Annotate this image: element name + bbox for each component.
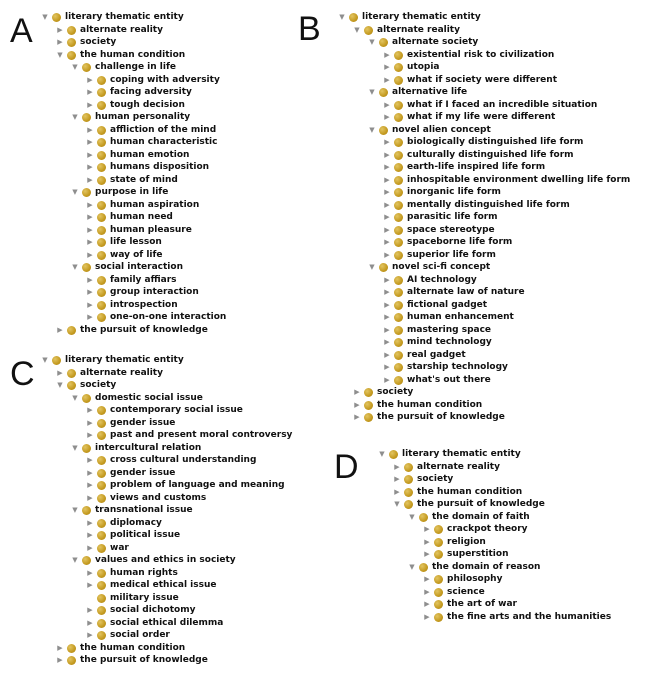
collapsed-arrow-icon[interactable]: ▶ — [384, 200, 390, 209]
collapsed-arrow-icon[interactable]: ▶ — [384, 63, 390, 71]
class-dot-icon — [97, 301, 106, 310]
class-dot-icon — [434, 600, 443, 609]
collapsed-arrow-icon[interactable]: ▶ — [384, 225, 390, 234]
node-label: human need — [110, 212, 173, 222]
collapsed-arrow-icon[interactable]: ▶ — [384, 138, 390, 146]
node-label: religion — [447, 536, 486, 547]
class-dot-icon — [97, 494, 106, 503]
node-label: the fine arts and the humanities — [447, 611, 612, 622]
class-dot-icon — [404, 488, 413, 497]
collapsed-arrow-icon[interactable]: ▶ — [384, 313, 390, 321]
class-dot-icon — [97, 419, 106, 428]
collapsed-arrow-icon[interactable]: ▶ — [87, 456, 93, 464]
collapsed-arrow-icon[interactable]: ▶ — [384, 300, 390, 309]
class-dot-icon — [394, 363, 403, 372]
class-dot-icon — [82, 63, 91, 72]
node-label: alternate reality — [417, 461, 500, 472]
class-dot-icon — [67, 369, 76, 378]
collapsed-arrow-icon[interactable]: ▶ — [57, 643, 63, 652]
expanded-arrow-icon[interactable]: ▼ — [379, 450, 385, 458]
collapsed-arrow-icon[interactable]: ▶ — [87, 213, 93, 221]
collapsed-arrow-icon[interactable]: ▶ — [394, 487, 400, 496]
collapsed-arrow-icon[interactable]: ▶ — [424, 600, 430, 608]
class-dot-icon — [364, 413, 373, 422]
node-label: the pursuit of knowledge — [377, 412, 505, 422]
class-dot-icon — [97, 76, 106, 85]
collapsed-arrow-icon[interactable]: ▶ — [87, 275, 93, 284]
node-label: human rights — [110, 567, 178, 578]
node-label: intercultural relation — [95, 442, 202, 453]
collapsed-arrow-icon[interactable]: ▶ — [354, 388, 360, 396]
node-label: social order — [110, 630, 170, 640]
collapsed-arrow-icon[interactable]: ▶ — [384, 375, 390, 384]
node-label: values and ethics in society — [95, 555, 236, 565]
expanded-arrow-icon[interactable]: ▼ — [42, 13, 48, 21]
node-label: military issue — [110, 592, 179, 603]
class-dot-icon — [97, 251, 106, 260]
class-dot-icon — [379, 126, 388, 135]
collapsed-arrow-icon[interactable]: ▶ — [57, 368, 63, 377]
collapsed-arrow-icon[interactable]: ▶ — [384, 338, 390, 346]
class-dot-icon — [97, 126, 106, 135]
class-dot-icon — [364, 401, 373, 410]
collapsed-arrow-icon[interactable]: ▶ — [87, 406, 93, 414]
class-dot-icon — [394, 138, 403, 147]
node-label: domestic social issue — [95, 392, 203, 403]
node-label: human characteristic — [110, 137, 218, 147]
collapsed-arrow-icon[interactable]: ▶ — [424, 525, 430, 533]
class-dot-icon — [97, 606, 106, 615]
node-label: state of mind — [110, 174, 178, 185]
class-dot-icon — [67, 26, 76, 35]
node-label: human pleasure — [110, 224, 192, 235]
class-dot-icon — [404, 475, 413, 484]
node-label: affliction of the mind — [110, 124, 217, 135]
node-label: parasitic life form — [407, 212, 498, 222]
class-dot-icon — [394, 351, 403, 360]
class-dot-icon — [389, 450, 398, 459]
class-dot-icon — [82, 188, 91, 197]
class-dot-icon — [82, 113, 91, 122]
class-dot-icon — [97, 544, 106, 553]
class-dot-icon — [379, 88, 388, 97]
collapsed-arrow-icon[interactable]: ▶ — [87, 418, 93, 427]
collapsed-arrow-icon[interactable]: ▶ — [87, 618, 93, 627]
class-dot-icon — [394, 238, 403, 247]
class-dot-icon — [82, 263, 91, 272]
class-dot-icon — [394, 326, 403, 335]
class-dot-icon — [97, 469, 106, 478]
collapsed-arrow-icon[interactable]: ▶ — [424, 612, 430, 621]
class-dot-icon — [379, 38, 388, 47]
node-label: gender issue — [110, 417, 176, 428]
class-dot-icon — [394, 376, 403, 385]
class-dot-icon — [394, 76, 403, 85]
collapsed-arrow-icon[interactable]: ▶ — [384, 175, 390, 184]
collapsed-arrow-icon[interactable]: ▶ — [87, 300, 93, 309]
class-dot-icon — [394, 226, 403, 235]
node-label: inhospitable environment dwelling life form — [407, 174, 631, 185]
expanded-arrow-icon[interactable]: ▼ — [369, 38, 375, 46]
expanded-arrow-icon[interactable]: ▼ — [354, 25, 360, 34]
node-label: alternate law of nature — [407, 287, 525, 297]
class-dot-icon — [67, 644, 76, 653]
node-label: philosophy — [447, 574, 503, 584]
node-label: novel alien concept — [392, 124, 491, 135]
class-dot-icon — [394, 188, 403, 197]
node-label: the human condition — [80, 642, 186, 653]
collapsed-arrow-icon[interactable]: ▶ — [87, 493, 93, 502]
class-dot-icon — [82, 506, 91, 515]
node-label: alternative life — [392, 87, 468, 97]
node-label: alternate reality — [377, 24, 460, 35]
collapsed-arrow-icon[interactable]: ▶ — [424, 550, 430, 558]
collapsed-arrow-icon[interactable]: ▶ — [87, 313, 93, 321]
collapsed-arrow-icon[interactable]: ▶ — [384, 250, 390, 259]
node-label: society — [417, 474, 454, 484]
collapsed-arrow-icon[interactable]: ▶ — [87, 568, 93, 577]
node-label: society — [80, 37, 117, 47]
node-label: tough decision — [110, 99, 185, 110]
class-dot-icon — [97, 213, 106, 222]
node-label: cross cultural understanding — [110, 455, 257, 465]
class-dot-icon — [394, 51, 403, 60]
node-label: real gadget — [407, 349, 466, 360]
node-label: biologically distinguished life form — [407, 137, 584, 147]
node-label: purpose in life — [95, 187, 169, 197]
class-dot-icon — [97, 519, 106, 528]
class-dot-icon — [434, 538, 443, 547]
node-label: one-on-one interaction — [110, 312, 227, 322]
node-label: diplomacy — [110, 517, 162, 528]
collapsed-arrow-icon[interactable]: ▶ — [384, 275, 390, 284]
class-dot-icon — [394, 213, 403, 222]
class-dot-icon — [394, 338, 403, 347]
node-label: transnational issue — [95, 505, 193, 515]
collapsed-arrow-icon[interactable]: ▶ — [87, 518, 93, 527]
collapsed-arrow-icon[interactable]: ▶ — [384, 113, 390, 121]
class-dot-icon — [394, 176, 403, 185]
node-label: challenge in life — [95, 62, 176, 72]
class-dot-icon — [82, 556, 91, 565]
node-label: life lesson — [110, 237, 162, 247]
node-label: the art of war — [447, 599, 517, 609]
collapsed-arrow-icon[interactable]: ▶ — [87, 125, 93, 134]
node-label: social dichotomy — [110, 605, 196, 615]
node-label: what's out there — [407, 374, 491, 385]
collapsed-arrow-icon[interactable]: ▶ — [87, 543, 93, 552]
class-dot-icon — [67, 51, 76, 60]
collapsed-arrow-icon[interactable]: ▶ — [57, 25, 63, 34]
class-dot-icon — [394, 151, 403, 160]
node-label: superstition — [447, 549, 509, 559]
node-label: existential risk to civilization — [407, 49, 555, 60]
expanded-arrow-icon[interactable]: ▼ — [72, 113, 78, 121]
class-dot-icon — [404, 500, 413, 509]
panel-letter: D — [334, 448, 359, 486]
node-label: crackpot theory — [447, 524, 528, 534]
class-dot-icon — [97, 226, 106, 235]
collapsed-arrow-icon[interactable]: ▶ — [384, 363, 390, 371]
collapsed-arrow-icon[interactable]: ▶ — [87, 250, 93, 259]
node-label: starship technology — [407, 362, 508, 372]
expanded-arrow-icon[interactable]: ▼ — [72, 443, 78, 452]
class-dot-icon — [97, 288, 106, 297]
expanded-arrow-icon[interactable]: ▼ — [72, 506, 78, 514]
class-dot-icon — [97, 431, 106, 440]
collapsed-arrow-icon[interactable]: ▶ — [87, 631, 93, 639]
collapsed-arrow-icon[interactable]: ▶ — [87, 175, 93, 184]
expanded-arrow-icon[interactable]: ▼ — [72, 188, 78, 196]
class-dot-icon — [97, 406, 106, 415]
collapsed-arrow-icon[interactable]: ▶ — [87, 468, 93, 477]
node-label: AI technology — [407, 274, 477, 285]
collapsed-arrow-icon[interactable]: ▶ — [87, 225, 93, 234]
collapsed-arrow-icon[interactable]: ▶ — [384, 213, 390, 221]
collapsed-arrow-icon[interactable]: ▶ — [87, 288, 93, 296]
class-dot-icon — [97, 456, 106, 465]
collapsed-arrow-icon[interactable]: ▶ — [87, 138, 93, 146]
class-dot-icon — [97, 631, 106, 640]
node-label: human emotion — [110, 149, 190, 160]
collapsed-arrow-icon[interactable]: ▶ — [87, 606, 93, 614]
node-label: humans disposition — [110, 162, 210, 172]
collapsed-arrow-icon[interactable]: ▶ — [384, 75, 390, 84]
node-label: group interaction — [110, 287, 199, 297]
collapsed-arrow-icon[interactable]: ▶ — [384, 100, 390, 109]
node-label: introspection — [110, 299, 178, 310]
class-dot-icon — [97, 176, 106, 185]
expanded-arrow-icon[interactable]: ▼ — [409, 512, 415, 521]
class-dot-icon — [97, 531, 106, 540]
class-dot-icon — [394, 251, 403, 260]
node-label: the human condition — [80, 49, 186, 60]
node-label: coping with adversity — [110, 74, 220, 85]
class-dot-icon — [97, 201, 106, 210]
node-label: fictional gadget — [407, 299, 488, 310]
collapsed-arrow-icon[interactable]: ▶ — [384, 238, 390, 246]
class-dot-icon — [404, 463, 413, 472]
class-dot-icon — [419, 513, 428, 522]
class-dot-icon — [394, 113, 403, 122]
class-dot-icon — [82, 394, 91, 403]
class-dot-icon — [97, 619, 106, 628]
node-label: facing adversity — [110, 87, 192, 97]
class-dot-icon — [364, 388, 373, 397]
expanded-arrow-icon[interactable]: ▼ — [339, 13, 345, 21]
collapsed-arrow-icon[interactable]: ▶ — [57, 656, 63, 664]
class-dot-icon — [394, 201, 403, 210]
collapsed-arrow-icon[interactable]: ▶ — [87, 163, 93, 171]
collapsed-arrow-icon[interactable]: ▶ — [384, 150, 390, 159]
collapsed-arrow-icon[interactable]: ▶ — [384, 163, 390, 171]
expanded-arrow-icon[interactable]: ▼ — [57, 50, 63, 59]
node-label: medical ethical issue — [110, 580, 217, 590]
node-label: war — [110, 542, 129, 553]
node-label: family affiars — [110, 274, 177, 285]
class-dot-icon — [52, 13, 61, 22]
expanded-arrow-icon[interactable]: ▼ — [72, 393, 78, 402]
expanded-arrow-icon[interactable]: ▼ — [57, 381, 63, 389]
node-label: the domain of reason — [432, 561, 541, 572]
collapsed-arrow-icon[interactable]: ▶ — [87, 88, 93, 96]
class-dot-icon — [434, 550, 443, 559]
class-dot-icon — [97, 276, 106, 285]
class-dot-icon — [52, 356, 61, 365]
node-label: literary thematic entity — [65, 12, 184, 22]
node-label: the pursuit of knowledge — [80, 655, 208, 665]
collapsed-arrow-icon[interactable]: ▶ — [394, 475, 400, 483]
node-label: the domain of faith — [432, 511, 530, 522]
node-label: political issue — [110, 530, 181, 540]
node-label: mentally distinguished life form — [407, 199, 570, 210]
collapsed-arrow-icon[interactable]: ▶ — [87, 431, 93, 439]
collapsed-arrow-icon[interactable]: ▶ — [384, 325, 390, 334]
node-label: society — [80, 380, 117, 390]
panel-letter: C — [10, 355, 35, 393]
class-dot-icon — [394, 276, 403, 285]
class-dot-icon — [67, 38, 76, 47]
node-label: space stereotype — [407, 224, 495, 235]
class-dot-icon — [67, 326, 76, 335]
node-label: spaceborne life form — [407, 237, 513, 247]
node-label: human personality — [95, 112, 191, 122]
class-dot-icon — [97, 238, 106, 247]
collapsed-arrow-icon[interactable]: ▶ — [424, 537, 430, 546]
node-label: mastering space — [407, 324, 492, 335]
class-dot-icon — [379, 263, 388, 272]
node-label: problem of language and meaning — [110, 480, 285, 490]
collapsed-arrow-icon[interactable]: ▶ — [87, 481, 93, 489]
collapsed-arrow-icon[interactable]: ▶ — [87, 100, 93, 109]
class-dot-icon — [97, 569, 106, 578]
collapsed-arrow-icon[interactable]: ▶ — [87, 531, 93, 539]
node-label: what if my life were different — [407, 112, 556, 122]
expanded-arrow-icon[interactable]: ▼ — [42, 356, 48, 364]
class-dot-icon — [97, 313, 106, 322]
collapsed-arrow-icon[interactable]: ▶ — [87, 150, 93, 159]
collapsed-arrow-icon[interactable]: ▶ — [384, 288, 390, 296]
collapsed-arrow-icon[interactable]: ▶ — [87, 75, 93, 84]
class-dot-icon — [394, 288, 403, 297]
expanded-arrow-icon[interactable]: ▼ — [369, 88, 375, 96]
node-label: past and present moral controversy — [110, 430, 293, 440]
node-label: social ethical dilemma — [110, 617, 224, 628]
class-dot-icon — [394, 163, 403, 172]
class-dot-icon — [394, 301, 403, 310]
expanded-arrow-icon[interactable]: ▼ — [72, 63, 78, 71]
node-label: the pursuit of knowledge — [80, 324, 208, 335]
expanded-arrow-icon[interactable]: ▼ — [72, 556, 78, 564]
node-label: views and customs — [110, 492, 207, 503]
class-dot-icon — [67, 656, 76, 665]
expanded-arrow-icon[interactable]: ▼ — [369, 125, 375, 134]
node-label: inorganic life form — [407, 187, 501, 197]
node-label: alternate reality — [80, 367, 163, 378]
node-label: superior life form — [407, 249, 496, 260]
node-label: literary thematic entity — [362, 12, 481, 22]
collapsed-arrow-icon[interactable]: ▶ — [87, 238, 93, 246]
node-label: alternate society — [392, 37, 479, 47]
class-dot-icon — [97, 163, 106, 172]
collapsed-arrow-icon[interactable]: ▶ — [354, 413, 360, 421]
class-dot-icon — [97, 101, 106, 110]
node-label: culturally distinguished life form — [407, 149, 574, 160]
expanded-arrow-icon[interactable]: ▼ — [409, 562, 415, 571]
class-dot-icon — [434, 588, 443, 597]
class-dot-icon — [434, 613, 443, 622]
node-label: alternate reality — [80, 24, 163, 35]
collapsed-arrow-icon[interactable]: ▶ — [57, 38, 63, 46]
class-dot-icon — [394, 313, 403, 322]
panel-letter: A — [10, 12, 33, 50]
collapsed-arrow-icon[interactable]: ▶ — [384, 350, 390, 359]
class-dot-icon — [364, 26, 373, 35]
collapsed-arrow-icon[interactable]: ▶ — [424, 575, 430, 583]
class-dot-icon — [97, 151, 106, 160]
class-dot-icon — [97, 88, 106, 97]
class-dot-icon — [97, 481, 106, 490]
node-label: society — [377, 387, 414, 397]
leaf-spacer — [85, 592, 95, 605]
class-dot-icon — [434, 525, 443, 534]
class-dot-icon — [434, 575, 443, 584]
class-dot-icon — [97, 594, 106, 603]
node-label: what if I faced an incredible situation — [407, 99, 598, 110]
node-label: contemporary social issue — [110, 405, 243, 415]
class-dot-icon — [97, 581, 106, 590]
expanded-arrow-icon[interactable]: ▼ — [394, 500, 400, 508]
node-label: literary thematic entity — [65, 355, 184, 365]
node-label: utopia — [407, 62, 440, 72]
node-label: what if society were different — [407, 74, 557, 85]
class-dot-icon — [394, 63, 403, 72]
collapsed-arrow-icon[interactable]: ▶ — [424, 587, 430, 596]
panel-letter: B — [298, 10, 321, 48]
collapsed-arrow-icon[interactable]: ▶ — [384, 50, 390, 59]
node-label: gender issue — [110, 467, 176, 478]
class-dot-icon — [67, 381, 76, 390]
class-dot-icon — [82, 444, 91, 453]
collapsed-arrow-icon[interactable]: ▶ — [87, 581, 93, 589]
node-label: human aspiration — [110, 199, 200, 210]
node-label: social interaction — [95, 262, 183, 272]
class-dot-icon — [394, 101, 403, 110]
class-dot-icon — [349, 13, 358, 22]
node-label: literary thematic entity — [402, 449, 521, 459]
collapsed-arrow-icon[interactable]: ▶ — [394, 462, 400, 471]
node-label: mind technology — [407, 337, 492, 347]
class-dot-icon — [97, 138, 106, 147]
collapsed-arrow-icon[interactable]: ▶ — [87, 200, 93, 209]
node-label: the human condition — [377, 399, 483, 410]
node-label: way of life — [110, 249, 163, 260]
node-label: novel sci-fi concept — [392, 262, 491, 272]
node-label: the pursuit of knowledge — [417, 499, 545, 509]
expanded-arrow-icon[interactable]: ▼ — [369, 263, 375, 271]
collapsed-arrow-icon[interactable]: ▶ — [354, 400, 360, 409]
collapsed-arrow-icon[interactable]: ▶ — [384, 188, 390, 196]
node-label: earth-life inspired life form — [407, 162, 546, 172]
node-label: science — [447, 586, 485, 597]
collapsed-arrow-icon[interactable]: ▶ — [57, 325, 63, 334]
node-label: human enhancement — [407, 312, 514, 322]
node-label: the human condition — [417, 486, 523, 497]
expanded-arrow-icon[interactable]: ▼ — [72, 263, 78, 271]
class-dot-icon — [419, 563, 428, 572]
